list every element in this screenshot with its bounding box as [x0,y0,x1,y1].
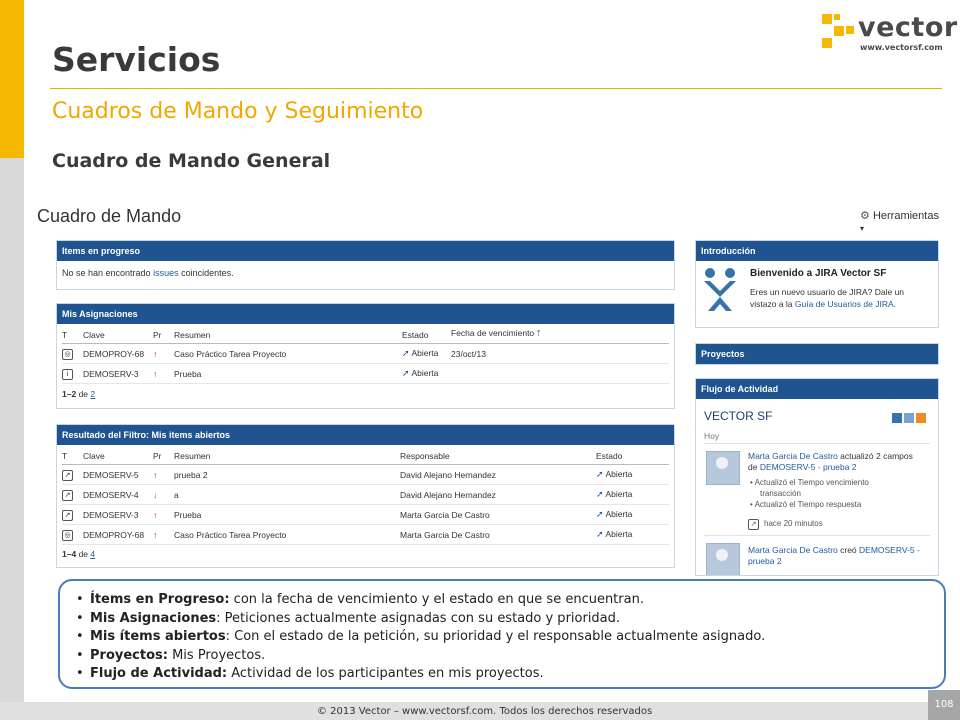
projects-panel [695,343,939,365]
activity-bullet: • Actualizó el Tiempo vencimiento [750,478,869,487]
issues-link[interactable]: issues [153,268,179,278]
user-guide-link[interactable]: Guía de Usuarios de JIRA [794,299,894,309]
vector-logo-icon [820,12,856,54]
tools-label: Herramientas [872,210,939,222]
activity-action: creó [837,545,860,555]
table-row[interactable] [62,364,669,384]
intro-welcome: Bienvenido a JIRA Vector SF [750,268,887,279]
my-assignments-panel [56,303,675,409]
pager-of: de [78,549,89,559]
issue-key-link[interactable]: DEMOSERV-3 [83,505,153,525]
status-open-icon: ➚ [596,489,604,499]
table-row[interactable] [62,525,669,545]
column-header[interactable]: Resumen [174,447,400,465]
issue-summary-link[interactable]: Prueba [174,364,402,384]
list-item [76,610,765,629]
intro-panel [695,240,939,328]
item-term: Mis Asignaciones [90,610,217,626]
table-header-row [62,447,669,465]
bullet-text: transacción [760,489,801,498]
bug-type-icon: ↗ [62,470,73,481]
issue-summary-link[interactable]: Prueba [174,505,400,525]
panel-header: Resultado del Filtro: Mis items abiertos [57,425,674,445]
list-item [76,591,765,610]
item-text: : Peticiones actualmente asignadas con su estado y prioridad. [216,610,621,626]
assignee: Marta Garcia De Castro [400,505,596,525]
status-open-icon: ➚ [402,368,410,378]
user-link[interactable]: Marta Garcia De Castro [748,451,838,461]
assignee: David Alejano Hernandez [400,485,596,505]
status-open-icon: ➚ [402,348,410,358]
avatar[interactable] [706,451,740,485]
bullet-text: Actualizó el Tiempo respuesta [754,500,862,509]
page-number: 108 [928,690,960,720]
issue-link[interactable]: DEMOSERV-5 - [859,545,920,555]
dashboard-title: Cuadro de Mando [37,206,182,226]
issue-key-link[interactable]: DEMOSERV-4 [83,485,153,505]
pager-total-link[interactable]: 4 [90,549,96,559]
left-gray-bar [0,158,24,702]
pager [62,549,95,559]
items-in-progress-panel [56,240,675,290]
dashboard-screenshot [34,200,946,580]
callout-list [76,591,765,684]
panel-header: Items en progreso [57,241,674,261]
item-text: con la fecha de vencimiento y el estado en que se encuentran. [229,592,644,607]
activity-bullet: • Actualizó el Tiempo respuesta [750,500,862,509]
item-term: Flujo de Actividad: [90,666,228,681]
activity-stream-panel [695,378,939,576]
column-header: Fecha de vencimiento [451,327,535,338]
table-row[interactable] [62,485,669,505]
no-issues-message [62,268,234,278]
column-header[interactable]: Pr [153,447,174,465]
panel-header: Proyectos [696,344,938,364]
column-header[interactable]: Clave [83,326,153,344]
column-header-due[interactable] [451,326,669,344]
issue-summary-link[interactable]: Caso Práctico Tarea Proyecto [174,344,402,364]
footer-copyright: © 2013 Vector – www.vectorsf.com. Todos los derechos reservados [317,706,653,717]
issue-link[interactable]: DEMOSERV-5 - prueba 2 [759,462,857,472]
activity-view-icons[interactable] [892,410,926,428]
issue-key-link[interactable]: DEMOSERV-5 [83,465,153,485]
message-text-end: coincidentes. [178,268,234,278]
panel-header: Flujo de Actividad [696,379,938,399]
column-header[interactable]: Pr [153,326,174,344]
intro-line2-end: . [893,299,897,309]
task-type-icon: ◎ [62,530,73,541]
logo-wordmark: vector [858,12,958,43]
list-view-icon[interactable] [892,413,902,423]
item-term: Mis ítems abiertos [90,629,226,644]
vector-logo [820,12,958,56]
bug-type-icon: ↗ [62,490,73,501]
issue-key-link[interactable]: DEMOSERV-3 [83,364,153,384]
divider [704,443,930,444]
assignments-table [62,326,669,384]
activity-entry-2 [748,545,934,567]
tools-menu[interactable] [860,209,946,234]
user-link[interactable]: Marta Garcia De Castro [748,545,838,555]
rss-icon[interactable] [916,413,926,423]
status-text: Abierta [605,469,633,479]
status-text: Abierta [411,368,439,378]
slide-subtitle: Cuadros de Mando y Seguimiento [52,99,424,124]
status-text: Abierta [605,529,633,539]
issue-key-link[interactable]: DEMOPROY-68 [83,344,153,364]
status-text: Abierta [411,348,439,358]
pager-range: 1–2 [62,389,77,399]
left-accent-bar [0,0,24,158]
grid-view-icon[interactable] [904,413,914,423]
activity-time [748,519,823,530]
activity-org: VECTOR SF [704,409,773,423]
intro-line2 [750,299,896,309]
table-header-row [62,326,669,344]
avatar[interactable] [706,543,740,576]
pager-total-link[interactable]: 2 [90,389,96,399]
callout-box [58,579,946,689]
activity-today: Hoy [704,431,720,441]
assignee: David Alejano Hernandez [400,465,596,485]
column-header[interactable]: Estado [402,326,451,344]
status-text: Abierta [605,489,633,499]
jira-logo-icon [702,267,738,313]
item-term: Ítems en Progreso: [90,592,230,607]
priority-up-icon: ↑ [153,469,158,480]
column-header[interactable]: Responsable [400,447,596,465]
logo-url: www.vectorsf.com [860,43,943,52]
task-type-icon: ◎ [62,349,73,360]
status-text: Abierta [605,509,633,519]
message-text: No se han encontrado [62,268,154,278]
assignee: Marta Garcia De Castro [400,525,596,545]
table-row[interactable] [62,344,669,364]
activity-entry-1 [748,451,934,473]
priority-up-icon: ↑ [153,348,158,359]
table-row[interactable] [62,505,669,525]
issue-summary-link[interactable]: prueba 2 [174,465,400,485]
item-term: Proyectos: [90,647,168,663]
activity-de: de [748,462,760,472]
issue-key-link[interactable]: DEMOPROY-68 [83,525,153,545]
due-date [451,364,669,384]
priority-up-icon: ↑ [153,529,158,540]
intro-line1: Eres un nuevo usuario de JIRA? Dale un [750,287,905,297]
list-item [76,665,765,684]
item-text: : Con el estado de la petición, su prioridad y el responsable actualmente asignado. [225,629,766,644]
item-text: Actividad de los participantes en mis proyectos. [227,666,544,681]
priority-down-icon: ↓ [153,489,158,500]
status-open-icon: ➚ [596,469,604,479]
column-header[interactable]: Estado [596,447,669,465]
table-row[interactable] [62,465,669,485]
filter-table [62,447,669,545]
status-open-icon: ➚ [596,509,604,519]
activity-bullets [750,477,869,510]
time-text: hace 20 minutos [764,519,823,528]
bug-type-icon: ↗ [62,510,73,521]
panel-header: Mis Asignaciones [57,304,674,324]
list-item [76,628,765,647]
column-header[interactable]: Clave [83,447,153,465]
activity-action: actualizó 2 campos [837,451,913,461]
issue-type-icon: ↗ [748,519,759,530]
pager-of: de [78,389,89,399]
pager [62,389,95,399]
bullet-text: Actualizó el Tiempo vencimiento [754,478,869,487]
column-header: T [62,447,83,465]
item-text: Mis Proyectos. [167,647,266,663]
issue-link-cont[interactable]: prueba 2 [748,556,782,566]
title-divider [50,88,942,89]
due-date: 23/oct/13 [451,344,669,364]
column-header: T [62,326,83,344]
status-open-icon: ➚ [596,529,604,539]
column-header[interactable]: Resumen [174,326,402,344]
gear-icon: ⚙ [860,210,870,222]
sort-arrow-icon: 🡑 [536,327,541,338]
panel-header: Introducción [696,241,938,261]
priority-up-icon: ↑ [153,509,158,520]
issue-summary-link[interactable]: a [174,485,400,505]
activity-bullet [750,488,869,499]
chevron-down-icon: ▾ [860,224,865,233]
section-heading: Cuadro de Mando General [52,150,331,172]
service-type-icon: i [62,369,73,380]
pager-range: 1–4 [62,549,77,559]
slide-title: Servicios [52,40,221,79]
list-item [76,647,765,666]
issue-summary-link[interactable]: Caso Práctico Tarea Proyecto [174,525,400,545]
intro-line2-text: vistazo a la [750,299,795,309]
divider [704,535,930,536]
filter-result-panel [56,424,675,568]
priority-up-icon: ↑ [153,368,158,379]
